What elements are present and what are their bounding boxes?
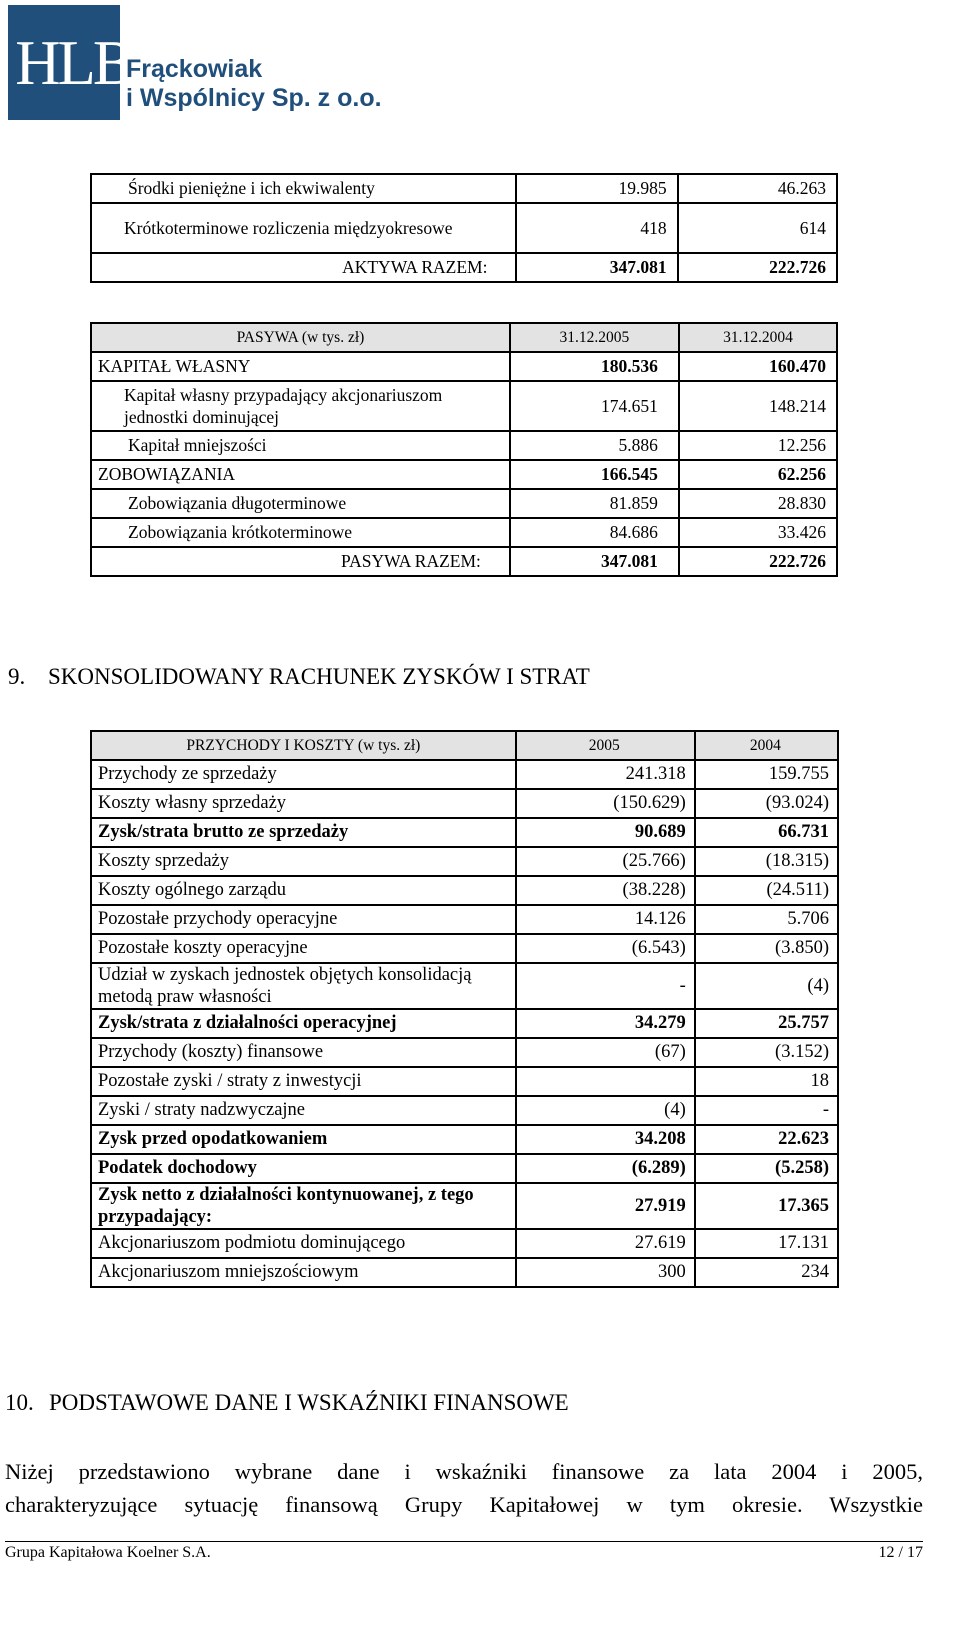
value-2004: 46.263 xyxy=(678,174,837,203)
table-header xyxy=(91,731,838,760)
header-2004: 2004 xyxy=(695,731,838,760)
row-label: Koszty sprzedaży xyxy=(91,847,516,876)
row-label: Środki pieniężne i ich ekwiwalenty xyxy=(91,174,516,203)
header-2005: 2005 xyxy=(516,731,695,760)
row-label: Akcjonariuszom mniejszościowym xyxy=(91,1258,516,1287)
table-row xyxy=(91,1125,838,1154)
row-label: Pozostałe zyski / straty z inwestycji xyxy=(91,1067,516,1096)
table-row xyxy=(91,431,837,460)
value-2004: 33.426 xyxy=(679,518,837,547)
table-row xyxy=(91,1096,838,1125)
value-2005: 418 xyxy=(516,203,677,253)
value-2005: (67) xyxy=(516,1038,695,1067)
row-label: Kapitał własny przypadający akcjonariuszom jednostki dominującej xyxy=(91,381,510,431)
row-label: Krótkoterminowe rozliczenia międzyokresowe xyxy=(91,203,516,253)
table-row xyxy=(91,1183,838,1229)
value-2005: 347.081 xyxy=(516,253,677,282)
row-label: PASYWA RAZEM: xyxy=(91,547,510,576)
income-statement-table xyxy=(90,730,839,1288)
value-2004: (5.258) xyxy=(695,1154,838,1183)
value-2005: - xyxy=(516,963,695,1009)
table-row xyxy=(91,1258,838,1287)
value-2005: (4) xyxy=(516,1096,695,1125)
value-2005: 5.886 xyxy=(510,431,679,460)
row-label: Akcjonariuszom podmiotu dominującego xyxy=(91,1229,516,1258)
row-label: AKTYWA RAZEM: xyxy=(91,253,516,282)
value-2004: 62.256 xyxy=(679,460,837,489)
value-2005: 81.859 xyxy=(510,489,679,518)
header-label: PASYWA (w tys. zł) xyxy=(91,323,510,352)
hlb-logo-mark: HLB xyxy=(8,5,120,120)
body-paragraph xyxy=(5,1455,923,1521)
value-2005: 174.651 xyxy=(510,381,679,431)
value-2004: 12.256 xyxy=(679,431,837,460)
value-2005: 27.919 xyxy=(516,1183,695,1229)
value-2004: (3.850) xyxy=(695,934,838,963)
header-2004: 31.12.2004 xyxy=(679,323,837,352)
value-2004: 222.726 xyxy=(679,547,837,576)
value-2004: 28.830 xyxy=(679,489,837,518)
value-2004: (3.152) xyxy=(695,1038,838,1067)
value-2005 xyxy=(516,1067,695,1096)
footer-company: Grupa Kapitałowa Koelner S.A. xyxy=(5,1544,211,1561)
table-row xyxy=(91,963,838,1009)
row-label: Zobowiązania krótkoterminowe xyxy=(91,518,510,547)
value-2004: 148.214 xyxy=(679,381,837,431)
value-2005: 241.318 xyxy=(516,760,695,789)
section-number: 10. xyxy=(5,1390,34,1415)
value-2005: 34.279 xyxy=(516,1009,695,1038)
value-2005: 84.686 xyxy=(510,518,679,547)
hlb-logo xyxy=(8,5,468,120)
value-2004: (18.315) xyxy=(695,847,838,876)
row-label: Pozostałe przychody operacyjne xyxy=(91,905,516,934)
row-label: Zyski / straty nadzwyczajne xyxy=(91,1096,516,1125)
table-row xyxy=(91,1038,838,1067)
table-row xyxy=(91,934,838,963)
value-2005: (25.766) xyxy=(516,847,695,876)
table-row xyxy=(91,818,838,847)
value-2004: 159.755 xyxy=(695,760,838,789)
value-2004: 25.757 xyxy=(695,1009,838,1038)
table-row xyxy=(91,1229,838,1258)
value-2004: 222.726 xyxy=(678,253,837,282)
paragraph-line-1: Niżej przedstawiono wybrane dane i wskaźniki finansowe za lata 2004 i 2005, xyxy=(5,1459,923,1484)
value-2004: 5.706 xyxy=(695,905,838,934)
liabilities-table xyxy=(90,322,838,577)
section-10-heading xyxy=(5,1390,569,1416)
value-2004: 614 xyxy=(678,203,837,253)
section-title: SKONSOLIDOWANY RACHUNEK ZYSKÓW I STRAT xyxy=(48,664,590,689)
table-row xyxy=(91,547,837,576)
value-2004: 18 xyxy=(695,1067,838,1096)
value-2005: (150.629) xyxy=(516,789,695,818)
value-2005: 27.619 xyxy=(516,1229,695,1258)
row-label: Kapitał mniejszości xyxy=(91,431,510,460)
row-label: Przychody ze sprzedaży xyxy=(91,760,516,789)
value-2005: 300 xyxy=(516,1258,695,1287)
section-number: 9. xyxy=(8,664,26,689)
assets-table xyxy=(90,173,838,283)
table-row xyxy=(91,381,837,431)
table-row xyxy=(91,876,838,905)
value-2004: 160.470 xyxy=(679,352,837,381)
row-label: Zobowiązania długoterminowe xyxy=(91,489,510,518)
section-9-heading xyxy=(8,664,590,690)
section-title: PODSTAWOWE DANE I WSKAŹNIKI FINANSOWE xyxy=(49,1390,569,1415)
table-row xyxy=(91,760,838,789)
paragraph-line-2: charakteryzujące sytuację finansową Grupy Kapitałowej w tym okresie. Wszystkie xyxy=(5,1492,923,1517)
logo-line-2: i Wspólnicy Sp. z o.o. xyxy=(126,84,382,112)
value-2004: 66.731 xyxy=(695,818,838,847)
footer-divider xyxy=(5,1541,923,1542)
page-number: 12 / 17 xyxy=(878,1544,923,1561)
value-2004: 22.623 xyxy=(695,1125,838,1154)
value-2004: 17.365 xyxy=(695,1183,838,1229)
table-row xyxy=(91,253,837,282)
value-2004: 17.131 xyxy=(695,1229,838,1258)
logo-line-1: Frąckowiak xyxy=(126,55,263,83)
row-label: Koszty własny sprzedaży xyxy=(91,789,516,818)
table-row xyxy=(91,1067,838,1096)
table-row xyxy=(91,1154,838,1183)
value-2005: 19.985 xyxy=(516,174,677,203)
hlb-logo-text xyxy=(126,55,382,113)
table-row xyxy=(91,489,837,518)
row-label: Udział w zyskach jednostek objętych konsolidacją metodą praw własności xyxy=(91,963,516,1009)
table-row xyxy=(91,460,837,489)
value-2005: 166.545 xyxy=(510,460,679,489)
table-header xyxy=(91,323,837,352)
table-row xyxy=(91,847,838,876)
table-row xyxy=(91,174,837,203)
table-row xyxy=(91,789,838,818)
row-label: Zysk przed opodatkowaniem xyxy=(91,1125,516,1154)
row-label: Podatek dochodowy xyxy=(91,1154,516,1183)
value-2004: (4) xyxy=(695,963,838,1009)
table-row xyxy=(91,203,837,253)
table-row xyxy=(91,905,838,934)
value-2005: (6.543) xyxy=(516,934,695,963)
row-label: Pozostałe koszty operacyjne xyxy=(91,934,516,963)
row-label: KAPITAŁ WŁASNY xyxy=(91,352,510,381)
row-label: Zysk/strata brutto ze sprzedaży xyxy=(91,818,516,847)
row-label: ZOBOWIĄZANIA xyxy=(91,460,510,489)
row-label: Zysk netto z działalności kontynuowanej, z tego przypadający: xyxy=(91,1183,516,1229)
value-2005: 90.689 xyxy=(516,818,695,847)
header-2005: 31.12.2005 xyxy=(510,323,679,352)
value-2005: 34.208 xyxy=(516,1125,695,1154)
value-2005: 14.126 xyxy=(516,905,695,934)
value-2004: - xyxy=(695,1096,838,1125)
table-row xyxy=(91,518,837,547)
value-2004: (93.024) xyxy=(695,789,838,818)
table-row xyxy=(91,1009,838,1038)
row-label: Przychody (koszty) finansowe xyxy=(91,1038,516,1067)
value-2004: 234 xyxy=(695,1258,838,1287)
value-2005: 180.536 xyxy=(510,352,679,381)
header-label: PRZYCHODY I KOSZTY (w tys. zł) xyxy=(91,731,516,760)
value-2004: (24.511) xyxy=(695,876,838,905)
row-label: Zysk/strata z działalności operacyjnej xyxy=(91,1009,516,1038)
row-label: Koszty ogólnego zarządu xyxy=(91,876,516,905)
value-2005: (6.289) xyxy=(516,1154,695,1183)
table-row xyxy=(91,352,837,381)
value-2005: 347.081 xyxy=(510,547,679,576)
value-2005: (38.228) xyxy=(516,876,695,905)
